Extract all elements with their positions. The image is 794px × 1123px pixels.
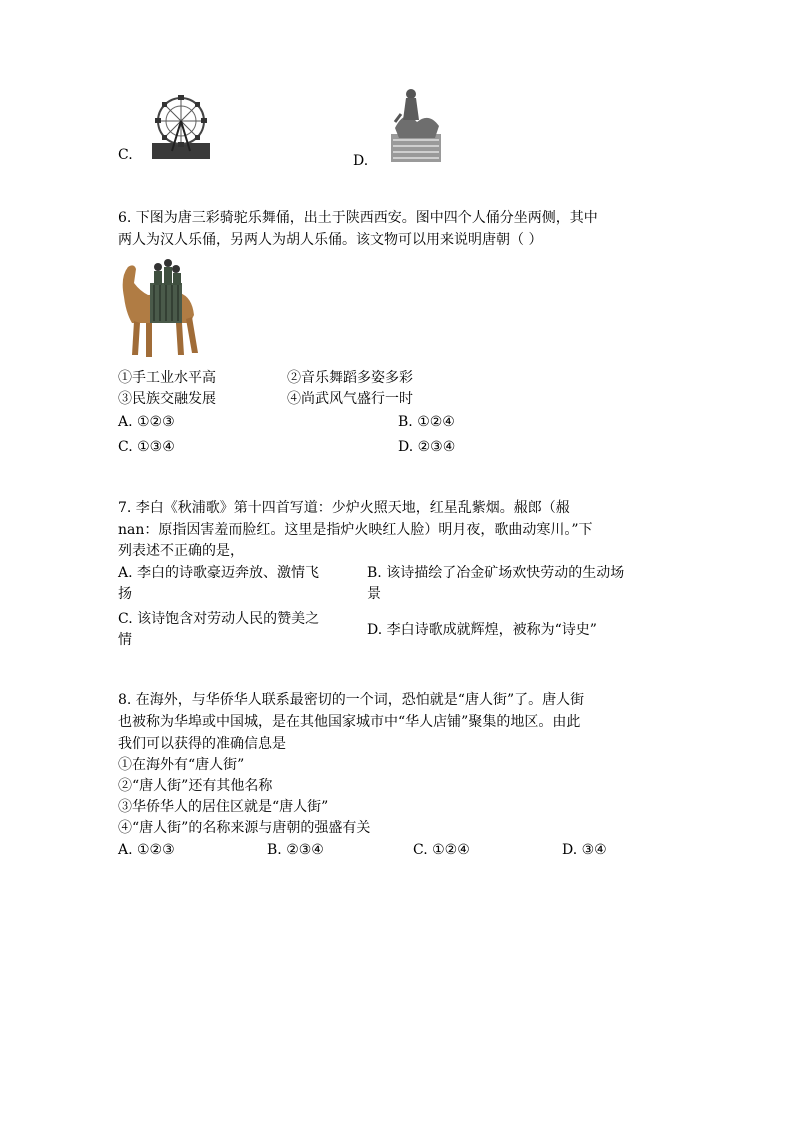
q7-option-c-line-1: C. 该诗饱含对劳动人民的赞美之 (118, 611, 320, 627)
q8-option-b: B. ②③④ (267, 842, 324, 858)
q8-statement-1: ①在海外有“唐人街” (118, 757, 245, 773)
q6-option-a: A. ①②③ (118, 414, 175, 430)
q7-option-a-line-1: A. 李白的诗歌豪迈奔放、激情飞 (118, 565, 320, 581)
q7-text-line-2: nan：原指因害羞而脸红。这里是指炉火映红人脸）明月夜，歌曲动寒川。”下 (118, 522, 593, 538)
ferris-wheel-image (152, 93, 210, 159)
q7-option-c-line-2: 情 (118, 632, 132, 648)
q6-option-c: C. ①③④ (118, 439, 175, 455)
q7-option-a-line-2: 扬 (118, 586, 132, 602)
q6-statement-3: ③民族交融发展 (118, 391, 216, 407)
q6-statement-2: ②音乐舞蹈多姿多彩 (287, 370, 413, 386)
q5-option-d-label: D. (353, 153, 369, 169)
q8-text-line-1: 8. 在海外，与华侨华人联系最密切的一个词，恐怕就是“唐人街”了。唐人街 (118, 692, 585, 708)
q7-text-line-3: 列表述不正确的是， (118, 543, 244, 559)
rider-sculpture-image (391, 88, 441, 162)
q7-text-line-1: 7. 李白《秋浦歌》第十四首写道：少炉火照天地，红星乱紫烟。赧郎（赧 (118, 500, 570, 516)
camel-figurine-image (118, 257, 200, 363)
q5-option-c-label: C. (118, 147, 133, 163)
q7-option-b-line-2: 景 (367, 586, 381, 602)
q7-option-d: D. 李白诗歌成就辉煌，被称为“诗史” (367, 622, 597, 638)
q6-option-b: B. ①②④ (398, 414, 455, 430)
q6-option-d: D. ②③④ (398, 439, 456, 455)
q6-statement-4: ④尚武风气盛行一时 (287, 391, 413, 407)
q8-text-line-3: 我们可以获得的准确信息是 (118, 736, 286, 752)
q8-option-c: C. ①②④ (413, 842, 470, 858)
q6-text-line-2: 两人为汉人乐俑，另两人为胡人乐俑。该文物可以用来说明唐朝（ ） (118, 232, 543, 248)
q8-statement-3: ③华侨华人的居住区就是“唐人街” (118, 799, 329, 815)
q7-option-b-line-1: B. 该诗描绘了冶金矿场欢快劳动的生动场 (367, 565, 625, 581)
q8-option-a: A. ①②③ (118, 842, 175, 858)
q8-statement-2: ②“唐人街”还有其他名称 (118, 778, 273, 794)
q6-statement-1: ①手工业水平高 (118, 370, 216, 386)
q6-text-line-1: 6. 下图为唐三彩骑驼乐舞俑，出土于陕西西安。图中四个人俑分坐两侧，其中 (118, 210, 598, 226)
q8-option-d: D. ③④ (562, 842, 607, 858)
q8-text-line-2: 也被称为华埠或中国城，是在其他国家城市中“华人店铺”聚集的地区。由此 (118, 714, 581, 730)
q8-statement-4: ④“唐人街”的名称来源与唐朝的强盛有关 (118, 820, 371, 836)
